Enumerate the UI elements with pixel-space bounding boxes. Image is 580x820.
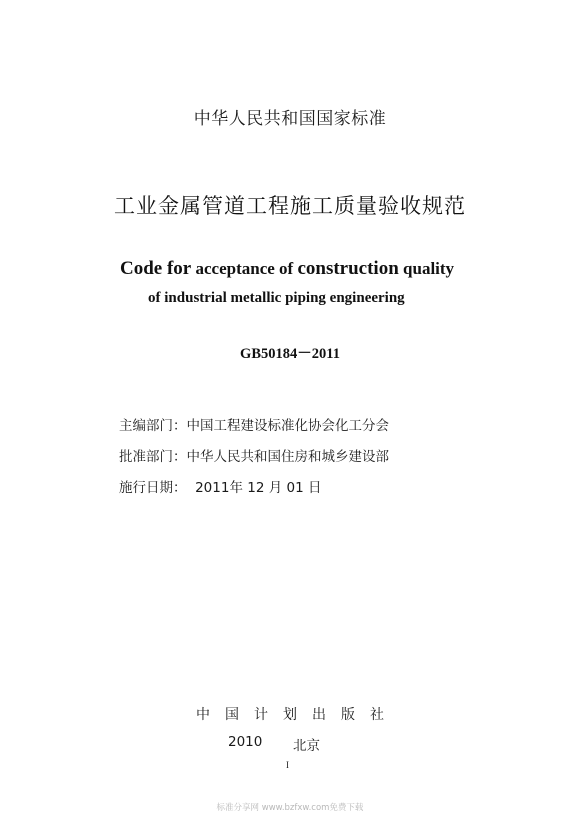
title-english-line-1 xyxy=(120,258,454,280)
info-value: 中华人民共和国住房和城乡建设部 xyxy=(186,449,389,465)
publication-year: 2010 xyxy=(228,734,263,750)
title-en-part-c: construction xyxy=(297,258,399,279)
standard-code: GB50184－2011 xyxy=(240,346,340,362)
title-chinese: 工业金属管道工程施工质量验收规范 xyxy=(114,194,466,218)
info-label: 主编部门： xyxy=(119,418,187,434)
info-label: 批准部门： xyxy=(119,449,187,465)
title-en-part-b: acceptance of xyxy=(191,259,298,278)
title-en-part-a: Code for xyxy=(120,258,192,279)
publisher-name: 中国计划出版社 xyxy=(196,707,399,723)
info-row-effective-date xyxy=(119,476,321,496)
standard-type-header: 中华人民共和国国家标准 xyxy=(193,109,387,129)
title-english-line-2: of industrial metallic piping engineering xyxy=(148,290,405,306)
info-row-chief-editor xyxy=(119,414,389,434)
publication-city: 北京 xyxy=(293,738,320,754)
footer-watermark: 标准分享网 www.bzfxw.com免费下载 xyxy=(216,803,364,813)
info-row-approver xyxy=(119,445,389,465)
page-number: I xyxy=(286,760,289,770)
info-value: 2011年 12 月 01 日 xyxy=(186,480,322,496)
info-label: 施行日期： xyxy=(119,480,187,496)
title-en-part-d: quality xyxy=(398,259,455,278)
info-value: 中国工程建设标准化协会化工分会 xyxy=(186,418,389,434)
